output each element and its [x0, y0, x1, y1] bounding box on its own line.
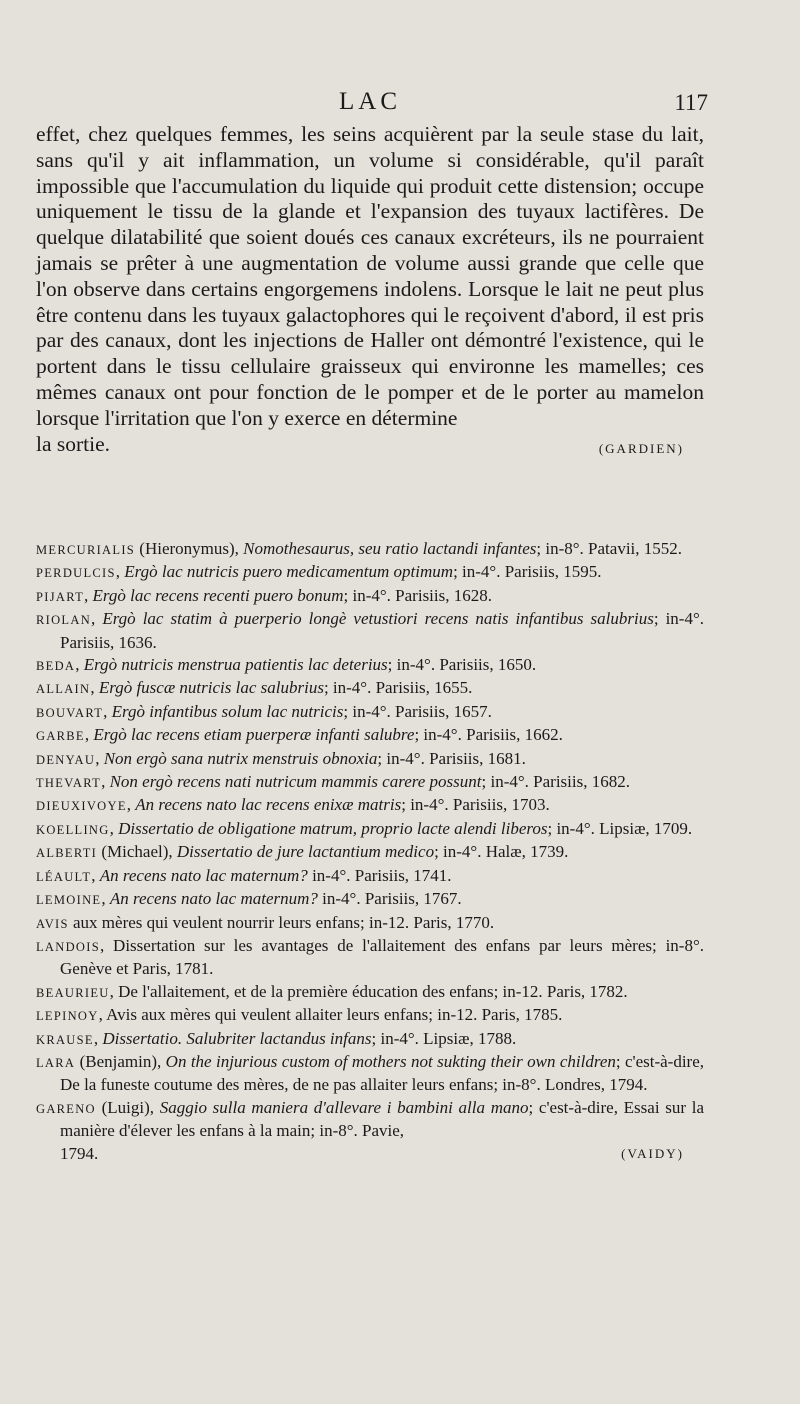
- bibliography-entry: [36, 1028, 704, 1051]
- article-body: [36, 122, 704, 461]
- bibliography: [36, 538, 704, 1165]
- page-number: 117: [674, 90, 708, 115]
- entry-title: Nomothesaurus, seu ratio lactandi infantes: [243, 539, 537, 558]
- entry-details: , Avis aux mères qui veulent allaiter leurs enfans; in-12. Paris, 1785.: [98, 1005, 563, 1025]
- entry-title: Dissertatio de jure lactantium medico: [176, 842, 435, 862]
- entry-imprint: ; in-4°. Parisiis, 1595.: [453, 562, 602, 582]
- entry-details: ,: [91, 609, 103, 629]
- entry-imprint: ; in-4°. Parisiis, 1681.: [377, 748, 526, 768]
- entry-title: Ergò lac recens recenti puero bonum: [92, 585, 344, 605]
- body-last-line: la sortie.: [36, 431, 111, 456]
- bibliography-entry: [36, 818, 704, 841]
- entry-details: , Dissertation sur les avantages de l'allaitement des enfans par leurs mères; in-8°. Genève et Paris, 1781.: [60, 935, 704, 979]
- entry-author: AVIS: [36, 916, 69, 931]
- entry-author: KRAUSE: [36, 1032, 94, 1047]
- entry-title: Ergò infantibus solum lac nutricis: [111, 701, 344, 721]
- entry-details: (Benjamin),: [75, 1051, 166, 1071]
- bibliography-entry: [36, 865, 704, 888]
- closing-line: [36, 1143, 704, 1165]
- entry-imprint: ; in-4°. Parisiis, 1650.: [387, 655, 537, 675]
- entry-author: PERDULCIS: [36, 566, 116, 581]
- bibliography-entry: [36, 771, 704, 794]
- entry-imprint: ; in-4°. Parisiis, 1657.: [343, 701, 492, 721]
- bibliography-entry: [36, 888, 704, 911]
- entry-author: RIOLAN: [36, 613, 92, 628]
- entry-author: PIJART: [36, 589, 85, 604]
- bibliography-entry: [36, 841, 704, 864]
- entry-details: ,: [75, 655, 84, 675]
- entry-imprint: ; in-4°. Halæ, 1739.: [434, 842, 569, 862]
- entry-imprint: ; in-4°. Parisiis, 1636.: [60, 609, 705, 652]
- entry-title: Non ergò sana nutrix menstruis obnoxia: [103, 748, 378, 768]
- bibliography-entry: [36, 701, 704, 724]
- entry-title: Dissertatio. Salubriter lactandus infans: [102, 1028, 372, 1048]
- bibliography-entry: [36, 608, 704, 654]
- entry-author: ALBERTI: [36, 846, 98, 861]
- entry-title: Ergò lac nutricis puero medicamentum optimum: [124, 562, 454, 582]
- entry-author: BEAURIEU: [36, 985, 110, 1000]
- bibliography-entry: [36, 794, 704, 817]
- entry-author: GARBE: [36, 729, 85, 744]
- entry-author: LEMOINE: [36, 893, 102, 908]
- entry-details: ,: [93, 1028, 103, 1048]
- entry-details: aux mères qui veulent nourrir leurs enfans; in-12. Paris, 1770.: [68, 912, 495, 932]
- entry-author: DENYAU: [36, 752, 96, 767]
- entry-author: LARA: [36, 1055, 76, 1070]
- entry-title: Ergò lac recens etiam puerperæ infanti salubre: [93, 725, 415, 745]
- bibliography-entry: [36, 538, 704, 561]
- entry-author: ALLAIN: [36, 682, 91, 697]
- entry-imprint: ; in-4°. Parisiis, 1628.: [343, 585, 492, 605]
- page-header: [36, 88, 708, 118]
- entry-author: LANDOIS: [36, 939, 100, 954]
- entry-title: Dissertatio de obligatione matrum, proprio lacte alendi liberos: [118, 818, 548, 838]
- bibliography-entry: [36, 1051, 704, 1097]
- entry-author: THEVART: [36, 776, 102, 791]
- entry-title: An recens nato lac recens enixæ matris: [135, 795, 402, 815]
- bibliography-entry: [36, 677, 704, 700]
- entry-details: ,: [95, 748, 104, 768]
- entry-imprint: ; c'est-à-dire, Essai sur la manière d'élever les enfans à la main; in-8°. Pavie,: [60, 1097, 704, 1141]
- entry-imprint: ; in-8°. Patavii, 1552.: [536, 539, 683, 558]
- entry-author: BOUVART: [36, 705, 104, 720]
- entry-imprint: ; in-4°. Parisiis, 1655.: [323, 678, 473, 698]
- body-paragraph: effet, chez quelques femmes, les seins acquièrent par la seule stase du lait, sans qu'il y ait inflammation, un volume si considérable, qu'il paraît impossible que l'accumulation du liquide qui produit cette distension; occupe uniquement le tissu de la glande et l'expansion des tuyaux lactifères. De quelque dilatabilité que soient doués ces canaux excréteurs, ils ne pourraient jamais se prêter à une augmentation de volume aussi grande que celle que l'on observe dans certains engorgemens indolens. Lorsque le lait ne peut plus être contenu dans les tuyaux galactophores qui le reçoivent d'abord, il est pris par des canaux, dont les injections de Haller ont démontré l'existence, qui le portent dans le tissu cellulaire graisseux qui environne les mamelles; ces mêmes canaux ont pour fonction de le pomper et de le porter au mamelon lorsque l'irritation que l'on y exerce en détermine: [36, 122, 704, 430]
- bibliography-entry: [36, 935, 704, 981]
- bibliography-entry: [36, 1097, 704, 1143]
- entry-details: ,: [115, 562, 125, 582]
- entry-details: ,: [101, 889, 110, 909]
- entry-title: On the injurious custom of mothers not sukting their own children: [165, 1051, 616, 1071]
- entry-author: BEDA: [36, 659, 76, 674]
- bibliography-entry: [36, 748, 704, 771]
- bibliography-entry: [36, 1004, 704, 1027]
- entry-imprint: in-4°. Parisiis, 1767.: [317, 889, 462, 909]
- bibliography-entry: [36, 561, 704, 584]
- entry-details: ,: [84, 585, 93, 605]
- entry-author: DIEUXIVOYE: [36, 799, 127, 814]
- entry-imprint: ; in-4°. Parisiis, 1662.: [414, 725, 563, 745]
- entry-imprint: in-4°. Parisiis, 1741.: [307, 865, 452, 885]
- entry-imprint: ; in-4°. Lipsiæ, 1788.: [371, 1028, 517, 1048]
- bibliography-entry: [36, 724, 704, 747]
- entry-imprint: ; in-4°. Parisiis, 1703.: [401, 795, 550, 815]
- closing-year: 1794.: [60, 1143, 99, 1163]
- entry-author: LEPINOY: [36, 1009, 99, 1024]
- entry-details: ,: [109, 818, 119, 838]
- entry-details: ,: [101, 772, 110, 792]
- entry-author: KOELLING: [36, 822, 110, 837]
- bibliography-entry: [36, 585, 704, 608]
- running-title: LAC: [339, 88, 401, 115]
- entry-details: ,: [84, 725, 94, 745]
- entry-details: (Hieronymus),: [135, 539, 244, 558]
- entry-author: LÉAULT: [36, 869, 92, 884]
- signature-line: [36, 432, 704, 462]
- entry-details: (Michael),: [97, 842, 177, 862]
- entry-title: Non ergò recens nati nutricum mammis carere possunt: [109, 772, 482, 792]
- bibliography-entry: [36, 981, 704, 1004]
- entry-title: Ergò lac statim à puerperio longè vetustiori recens natis infantibus salubrius: [102, 609, 654, 629]
- entry-title: Ergò nutricis menstrua patientis lac deterius: [83, 655, 388, 675]
- entry-title: An recens nato lac maternum?: [109, 889, 318, 909]
- entry-title: An recens nato lac maternum?: [99, 865, 308, 885]
- bibliography-entry: [36, 912, 704, 935]
- entry-details: (Luigi),: [95, 1097, 160, 1117]
- entry-details: ,: [91, 865, 100, 885]
- entry-title: Saggio sulla maniera d'allevare i bambini alla mano: [159, 1097, 529, 1117]
- entry-imprint: ; c'est-à-dire, De la funeste coutume des mères, de ne pas allaiter leurs enfans; in-8°. Londres, 1794.: [60, 1051, 705, 1095]
- entry-author: GARENO: [36, 1101, 96, 1116]
- closing-signature: (VAIDY): [621, 1145, 684, 1161]
- entry-title: Ergò fuscæ nutricis lac salubrius: [98, 678, 324, 698]
- entry-author: MERCURIALIS: [36, 543, 136, 557]
- bibliography-entry: [36, 654, 704, 677]
- entry-imprint: ; in-4°. Lipsiæ, 1709.: [547, 818, 693, 838]
- entry-details: , De l'allaitement, et de la première éducation des enfans; in-12. Paris, 1782.: [109, 981, 628, 1001]
- entry-imprint: ; in-4°. Parisiis, 1682.: [481, 772, 630, 792]
- entry-details: ,: [126, 795, 136, 815]
- author-signature: (GARDIEN): [598, 440, 684, 456]
- entry-details: ,: [103, 701, 112, 721]
- entry-details: ,: [90, 678, 99, 698]
